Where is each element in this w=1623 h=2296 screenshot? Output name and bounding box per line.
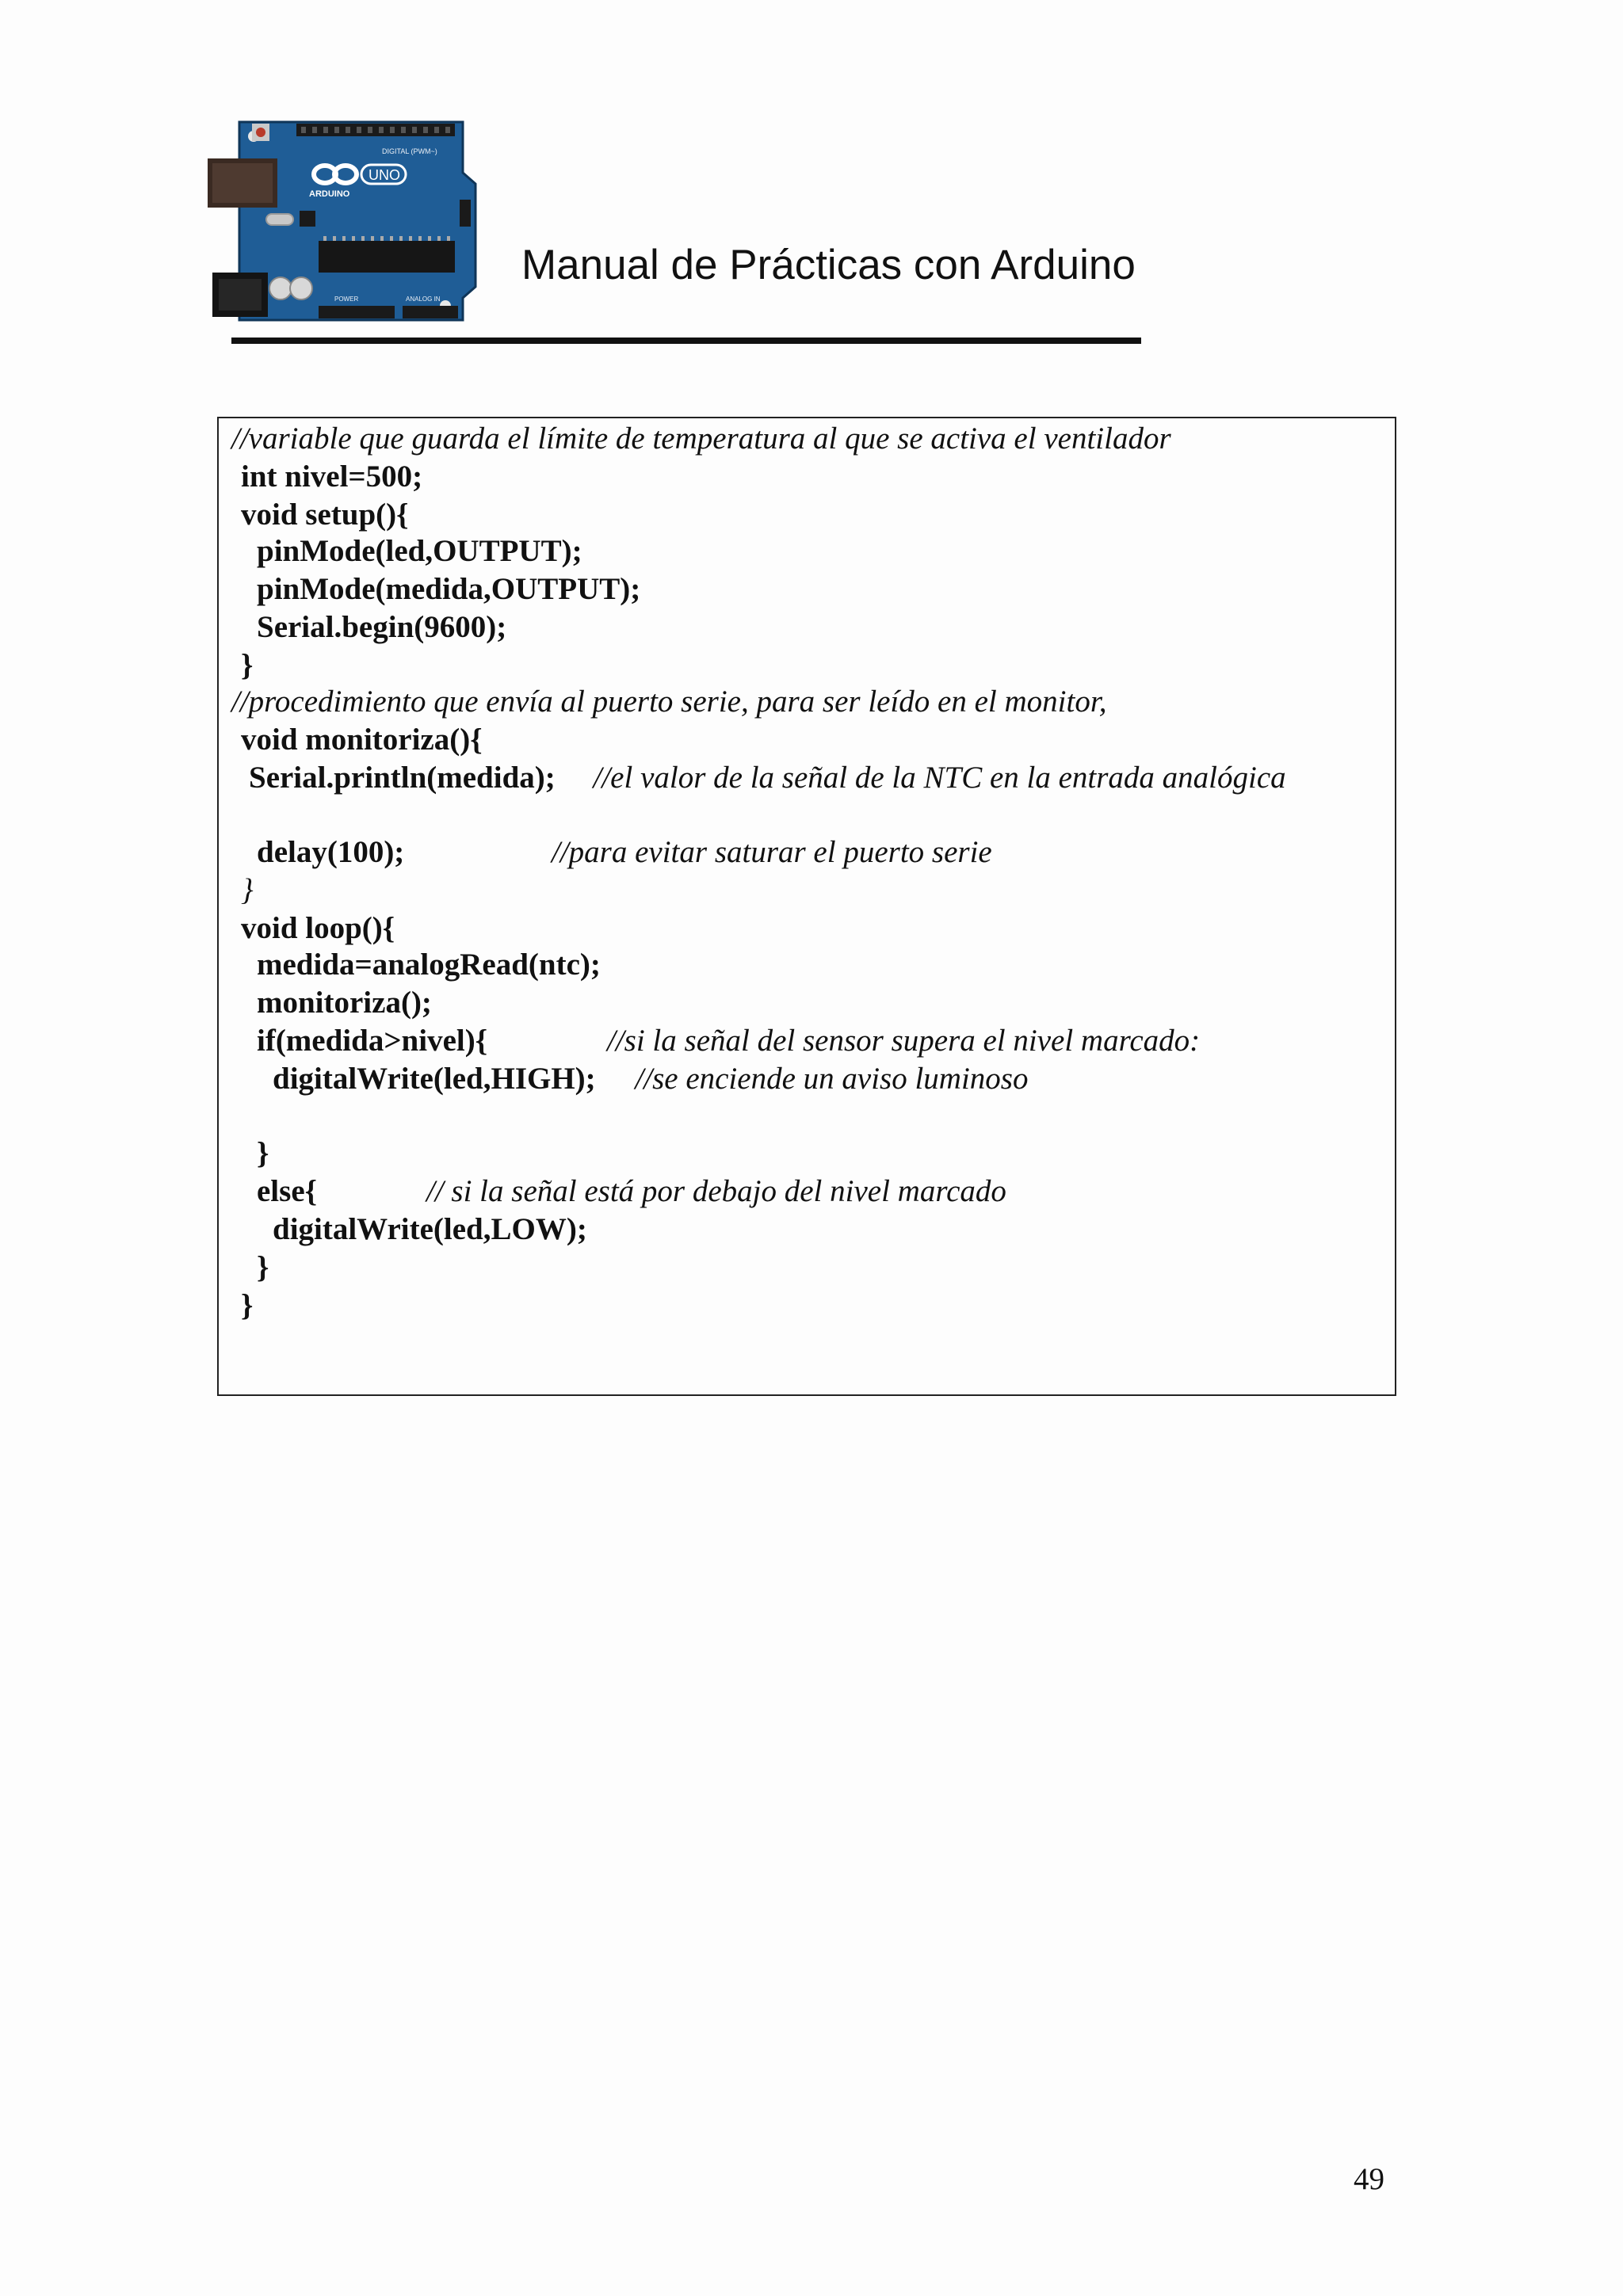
board-brand-label: ARDUINO: [309, 189, 350, 199]
code-line: [241, 721, 483, 759]
code-statement: }: [241, 1288, 254, 1322]
code-statement: void monitoriza(){: [241, 723, 483, 757]
code-statement: Serial.begin(9600);: [257, 610, 507, 644]
code-statement: medida=analogRead(ntc);: [257, 948, 601, 982]
code-line: [257, 946, 601, 984]
code-statement: int nivel=500;: [241, 460, 423, 494]
page-number: 49: [1354, 2162, 1384, 2196]
code-line: [241, 871, 254, 910]
code-comment: // si la señal está por debajo del nivel marcado: [426, 1174, 1006, 1208]
code-line: [257, 608, 506, 646]
code-line: [257, 1135, 269, 1173]
code-line: [241, 458, 422, 496]
code-line: [257, 1249, 269, 1287]
code-line: [241, 1287, 253, 1325]
code-line: [231, 683, 1106, 721]
code-statement: Serial.println(medida);: [249, 761, 556, 795]
code-statement: }: [257, 1250, 269, 1284]
code-statement: monitoriza();: [257, 986, 432, 1020]
header-divider: [231, 338, 1141, 344]
code-statement: }: [241, 648, 254, 682]
code-line: [257, 1022, 1200, 1060]
code-statement: else{: [257, 1174, 318, 1208]
code-statement: digitalWrite(led,LOW);: [273, 1212, 587, 1246]
code-line: [257, 532, 582, 570]
code-comment: //el valor de la señal de la NTC en la entrada analógica: [593, 761, 1286, 795]
code-line: [257, 833, 992, 871]
board-pins-label: DIGITAL (PWM~): [382, 147, 437, 155]
code-line: [257, 1173, 1006, 1211]
code-line: [249, 759, 1286, 797]
arduino-board-image: [208, 117, 506, 325]
code-statement: delay(100);: [257, 835, 405, 869]
code-comment: //procedimiento que envía al puerto serie, para ser leído en el monitor,: [231, 685, 1107, 719]
code-statement: if(medida>nivel){: [257, 1024, 488, 1058]
code-statement: }: [241, 873, 254, 907]
code-statement: digitalWrite(led,HIGH);: [273, 1062, 596, 1096]
code-line: [257, 570, 640, 608]
code-line: [231, 420, 1171, 458]
code-line: [257, 984, 432, 1022]
code-statement: void setup(){: [241, 498, 409, 532]
code-line: [241, 496, 408, 534]
code-line: [273, 1211, 587, 1249]
code-statement: }: [257, 1136, 269, 1170]
code-comment: //se enciende un aviso luminoso: [635, 1062, 1029, 1096]
document-title: Manual de Prácticas con Arduino: [521, 242, 1136, 288]
code-comment: //para evitar saturar el puerto serie: [552, 835, 992, 869]
code-line: [241, 646, 253, 685]
board-power-label: POWER: [334, 296, 359, 303]
code-statement: pinMode(led,OUTPUT);: [257, 534, 582, 568]
code-statement: pinMode(medida,OUTPUT);: [257, 572, 641, 606]
code-statement: void loop(){: [241, 911, 395, 945]
code-line: [241, 910, 395, 948]
board-analog-label: ANALOG IN: [406, 296, 441, 303]
code-line: [273, 1060, 1028, 1098]
code-comment: //variable que guarda el límite de temperatura al que se activa el ventilador: [231, 421, 1171, 456]
code-comment: //si la señal del sensor supera el nivel marcado:: [607, 1024, 1201, 1058]
code-listing-box: [217, 417, 1396, 1396]
board-model-label: UNO: [369, 167, 400, 183]
